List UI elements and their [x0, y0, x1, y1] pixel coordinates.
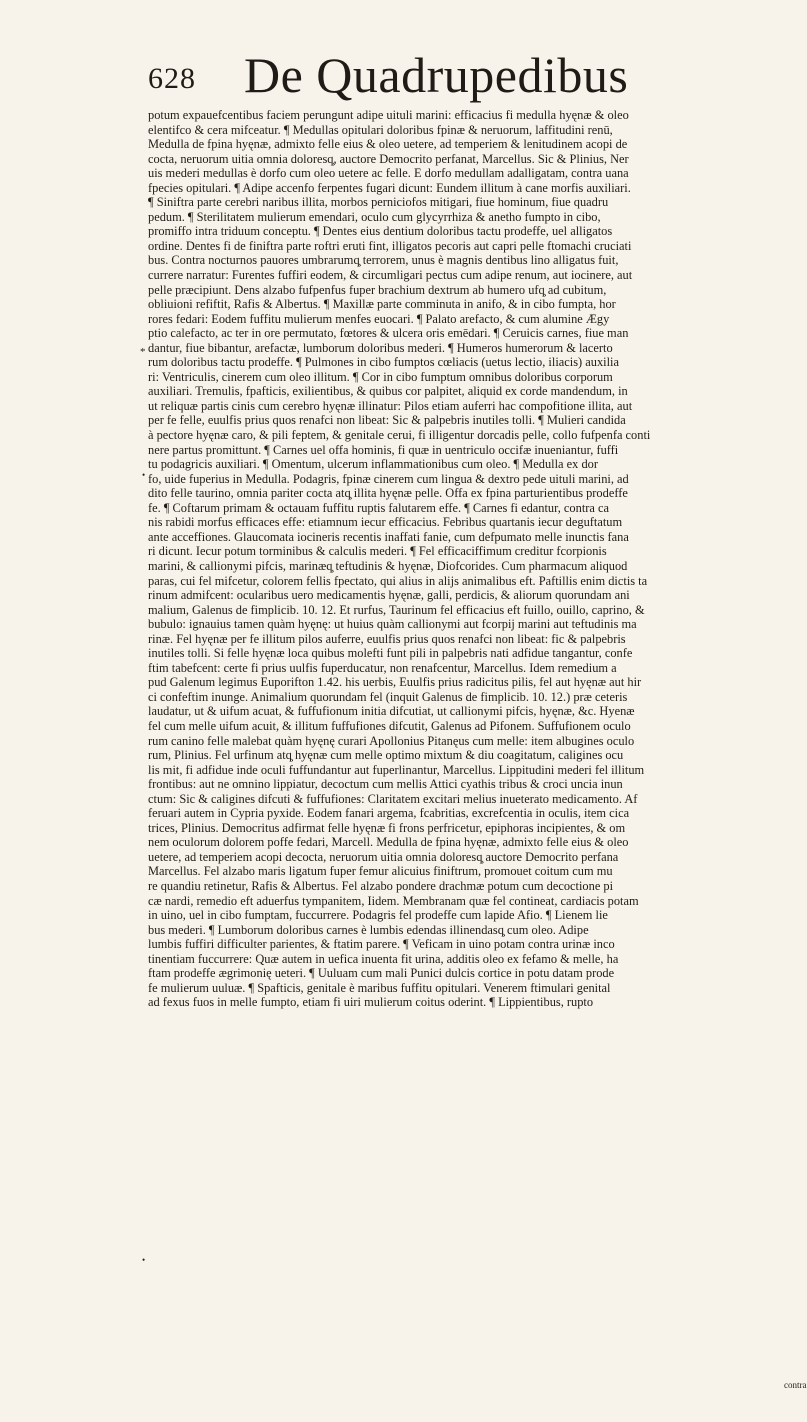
text-line: pud Galenum legimus Euporifton 1.42. his uerbis, Euulfis prius radicitus pilis, fel aut hyęnæ aut hir [148, 675, 642, 690]
text-line: dito felle taurino, omnia pariter cocta atq̧ illita hyęnæ pelle. Offa ex fpina parturientibus prodeffe [148, 486, 628, 501]
text-line: ptio calefacto, ac ter in ore permutato, fœtores & ulcera oris emēdari. ¶ Ceruicis carnes, fiue man [148, 326, 629, 341]
text-line: currere narratur: Furentes fuffiri eodem, & circumligari pectus cum adipe renum, aut iocinere, aut [148, 268, 633, 283]
text-line: ordine. Dentes fi de finiftra parte roftri eruti fint, illigatos pecoris aut capri pelle ftomachi cruciati [148, 238, 632, 253]
text-line: pelle præcipiunt. Dens alzabo fufpenfus fuper brachium dextrum ab humero ufq̧ ad cubitum, [148, 282, 607, 297]
text-line: frontibus: aut ne omnino lippiatur, decoctum cum mellis Attici cyathis tribus & croci uncia inun [148, 777, 623, 792]
text-line: fo, uide fuperius in Medulla. Podagris, fpinæ cinerem cum lingua & dextro pede uituli marini, ad [148, 471, 629, 486]
text-line: laudatur, ut & uifum acuat, & fuffufionum initia difcutiat, ut callionymi pifcis, hyęnæ, &c. Hyenæ [148, 704, 635, 719]
text-line: rum, Plinius. Fel urfinum atq̧ hyęnæ cum melle optimo mixtum & diu coagitatum, caligines ocu [148, 748, 624, 763]
text-line: rum canino felle malebat quàm hyęnę curari Apollonius Pitanęus cum melle: item albugines oculo [148, 733, 635, 748]
text-line: nis rabidi morfus efficaces effe: etiamnum iecur efficacius. Febribus quartanis iecur deguftatum [148, 515, 623, 530]
margin-note: contra [784, 1380, 807, 1390]
margin-bullet: • [142, 1255, 146, 1265]
text-line: uis mederi medullas è dorfo cum oleo uetere ac felle. E dorfo medullam adalligatam, contra uana [148, 166, 629, 181]
text-line: trices, Plinius. Democritus adfirmat felle hyęnæ fi frons perfricetur, epiphoras incipientes, & om [148, 820, 626, 835]
text-line: nem oculorum dolorem poffe fedari, Marcell. Medulla de fpina hyęnæ, admixto felle eius & oleo [148, 835, 629, 850]
text-line: potum expauefcentibus faciem perungunt adipe uituli marini: efficacius fi medulla hyęnæ & oleo [148, 108, 629, 122]
text-line: bus mederi. ¶ Lumborum doloribus carnes è lumbis edendas illinendasq̧ cum oleo. Adipe [148, 922, 589, 937]
text-line: pedum. ¶ Sterilitatem mulierum emendari, oculo cum glycyrrhiza & anetho fumpto in cibo, [148, 209, 601, 224]
text-line: ctum: Sic & caligines difcuti & fuffufiones: Claritatem excitari melius inueterato medicamento. Af [148, 791, 638, 806]
body-text-block [148, 108, 790, 1010]
text-line: nere partus promittunt. ¶ Carnes uel offa hominis, fi quæ in uentriculo occifæ inueniantur, fuffi [148, 442, 619, 457]
text-line: ri dicunt. Iecur potum torminibus & calculis mederi. ¶ Fel efficaciffimum creditur fcorpionis [148, 544, 607, 559]
text-line: malium, Galenus de fimplicib. 10. 12. Et rurfus, Taurinum fel efficacius eft fuillo, ouillo, caprino, & [148, 602, 645, 617]
text-line: per fe felle, euulfis prius quos renafci non libeat: Sic & palpebris inutiles tolli. ¶ Mulieri candida [148, 413, 626, 428]
text-line: cocta, neruorum uitia omnia doloresq̧, auctore Democrito perfanat, Marcellus. Sic & Plinius, Ner [148, 151, 629, 166]
text-line: promiffo intra triduum conceptu. ¶ Dentes eius dentium doloribus tactu prodeffe, uel alligatos [148, 224, 613, 239]
text-line: ftam prodeffe ægrimonię ueteri. ¶ Uuluam cum mali Punici dulcis cortice in potu datam prode [148, 966, 615, 981]
margin-bullet: • [142, 470, 146, 480]
margin-asterisk: * [140, 346, 146, 358]
text-line: ri: Ventriculis, cinerem cum oleo illitum. ¶ Cor in cibo fumptum omnibus doloribus corporum [148, 369, 613, 384]
text-line: fel cum melle uifum acuit, & illitum fuffufiones difcutit, Galenus ad Pifonem. Suffufionem oculo [148, 718, 631, 733]
text-line: uetere, ad temperiem acopi decocta, neruorum uitia omnia doloresq̧ auctore Democrito perfana [148, 849, 619, 864]
text-line: bus. Contra nocturnos pauores umbrarumq̧ terrorem, unus è magnis dentibus lino alligatus fuit, [148, 253, 619, 268]
text-line: tinentiam fuccurrere: Quæ autem in uefica inuenta fit urina, additis oleo ex fefamo & melle, ha [148, 951, 619, 966]
text-line: rinæ. Fel hyęnæ per fe illitum pilos auferre, euulfis prius quos renafci non libeat: fic & palpebris [148, 631, 626, 646]
text-line: rinum admifcent: ocularibus uero medicamentis hyęnæ, galli, perdicis, & aliorum quorundam ani [148, 588, 630, 603]
text-line: bubulo: ignauius tamen quàm hyęnę: ut huius quàm callionymi aut fcorpij marini aut teftudinis ma [148, 617, 637, 632]
text-line: Marcellus. Fel alzabo maris ligatum fuper femur alicuius finiftrum, promouet coitum cum mu [148, 864, 613, 879]
text-line: Medulla de fpina hyęnæ, admixto felle eius & oleo uetere, ad temperiem & lenitudinem acopi de [148, 137, 628, 152]
text-line: paras, cui fel mifcetur, colorem fellis fpectato, qui alius in alijs animalibus eft. Paftillis enim dictis ta [148, 573, 648, 588]
text-line: marini, & callionymi pifcis, marinæq̧ teftudinis & hyęnæ, Diofcorides. Cum pharmacum aliquod [148, 558, 628, 573]
text-line: elentifco & cera mifceatur. ¶ Medullas opitulari doloribus fpinæ & neruorum, laffitudini renū, [148, 122, 613, 137]
page-header [148, 44, 708, 106]
text-line: ftim tabefcent: certe fi prius uulfis fuperducatur, non renafcentur, Marcellus. Idem remedium a [148, 660, 617, 675]
text-line: ante acceffiones. Glaucomata iocineris recentis inaffati fanie, cum defpumato melle inunctis fana [148, 529, 629, 544]
page-number: 628 [148, 62, 196, 95]
text-line: ut reliquæ partis cinis cum cerebro hyęnæ illinatur: Pilos etiam auferri hac compofitione illita, aut [148, 398, 633, 413]
text-line: fpecies opitulari. ¶ Adipe accenfo ferpentes fugari dicunt: Eundem illitum à cane morfis auxiliari. [148, 180, 631, 195]
text-line: feruari autem in Cypria pyxide. Eodem fanari argema, fcabritias, excrefcentia in oculis, item cica [148, 806, 630, 821]
running-head-title: De Quadrupedibus [244, 47, 629, 103]
text-line: rum doloribus tactu prodeffe. ¶ Pulmones in cibo fumptos cœliacis (uetus lectio, iliacis) auxilia [148, 355, 619, 370]
text-line: obliuioni refiftit, Rafis & Albertus. ¶ Maxillæ parte comminuta in anifo, & in cibo fumpta, hor [148, 297, 616, 312]
text-line: rores fedari: Eodem fuffitu mulierum menfes euocari. ¶ Palato arefacto, & cum alumine Ægy [148, 311, 610, 326]
text-line: à pectore hyęnæ caro, & pili feptem, & genitale cerui, fi illigentur dorcadis pelle, collo fufpenfa conti [148, 428, 651, 443]
text-line: dantur, fiue bibantur, arefactæ, lumborum doloribus mederi. ¶ Humeros humerorum & lacerto [148, 340, 613, 355]
text-line: auxiliari. Tremulis, fpafticis, exilientibus, & quibus cor palpitet, aliquid ex corde mandendum, in [148, 384, 628, 399]
text-line: fe. ¶ Coftarum primam & octauam fuffitu ruptis falutarem effe. ¶ Carnes fi edantur, contra ca [148, 500, 609, 515]
text-line: lis mit, fi adfidue inde oculi fuffundantur aut fuperlinantur, Marcellus. Lippitudini mederi fel illitum [148, 762, 645, 777]
text-line: ¶ Siniftra parte cerebri naribus illita, morbos perniciofos mitigari, fiue hominum, fiue quadru [148, 195, 609, 210]
text-line: ci confeftim inunge. Animalium quorundam fel (inquit Galenus de fimplicib. 10. 12.) præ ceteris [148, 689, 628, 704]
text-line: tu podagricis auxiliari. ¶ Omentum, ulcerum inflammationibus cum oleo. ¶ Medulla ex dor [148, 457, 598, 472]
text-line: cæ nardi, remedio eft aduerfus tympanitem, Iidem. Membranam quæ fel contineat, cardiacis potam [148, 893, 639, 908]
text-line: re quandiu retinetur, Rafis & Albertus. Fel alzabo pondere drachmæ potum cum decoctione pi [148, 878, 614, 893]
text-line: fe mulierum uuluæ. ¶ Spafticis, genitale è maribus fuffitu opitulari. Venerem ftimulari genital [148, 980, 611, 995]
text-line: inutiles tolli. Si felle hyęnæ loca quibus molefti funt pili in palpebris nati adfidue tangantur, confe [148, 646, 633, 661]
text-line: in uino, uel in cibo fumptam, fuccurrere. Podagris fel prodeffe cum lapide Afio. ¶ Lienem lie [148, 908, 608, 923]
text-line: ad fexus fuos in melle fumpto, etiam fi uiri mulierum coitus oderint. ¶ Lippientibus, rupto [148, 995, 594, 1010]
text-line: lumbis fuffiri difficulter parientes, & ftatim parere. ¶ Veficam in uino potam contra urinæ inco [148, 937, 615, 952]
